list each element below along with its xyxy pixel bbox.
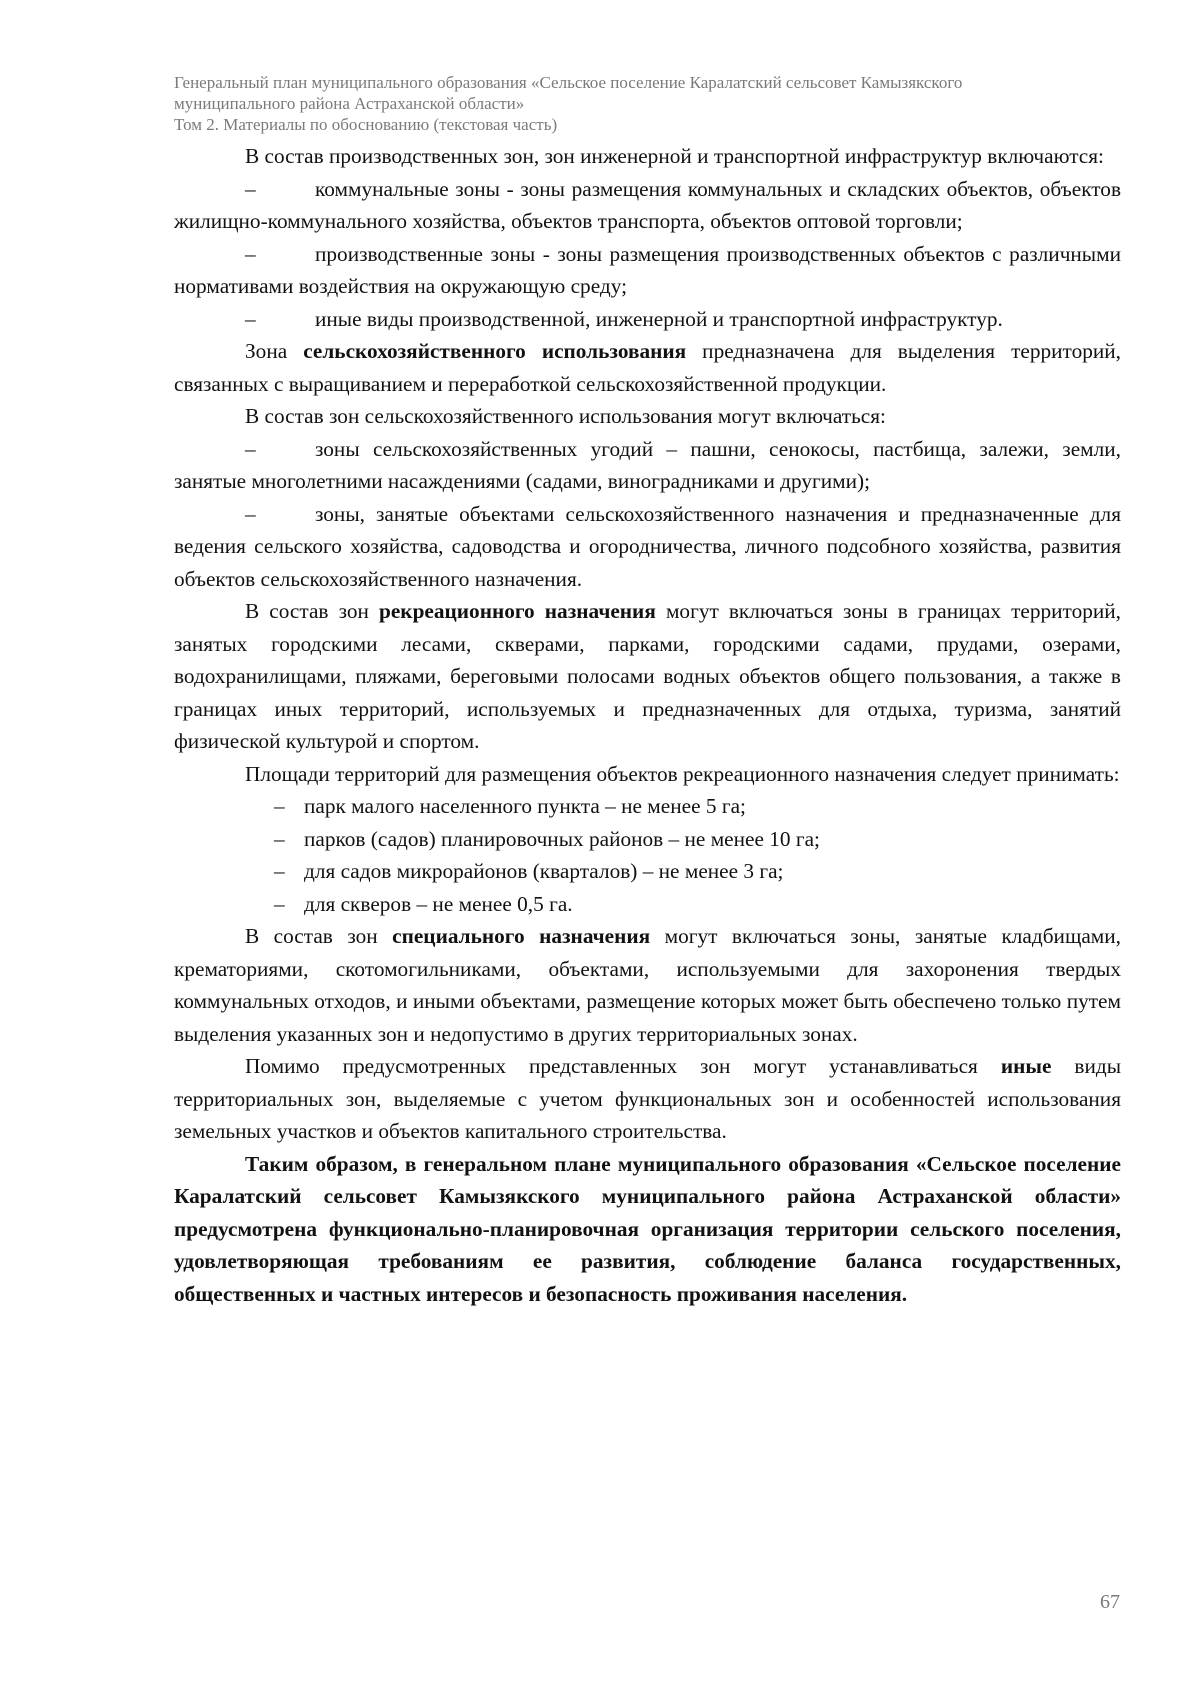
list-item (174, 238, 1121, 303)
paragraph (174, 920, 1121, 1050)
list-item (174, 823, 1121, 856)
running-header (174, 72, 1134, 135)
header-line: муниципального района Астраханской области» (174, 94, 525, 113)
list-item-text: для садов микрорайонов (кварталов) – не менее 3 га; (304, 859, 784, 883)
paragraph: Площади территорий для размещения объектов рекреационного назначения следует принимать: (245, 761, 1120, 786)
paragraph (174, 335, 1121, 400)
paragraph-text: В состав зон (245, 924, 393, 948)
dash-marker: – (245, 176, 256, 201)
list-item-text: коммунальные зоны - зоны размещения коммунальных и складских объектов, объектов жилищно-коммунального хозяйства, объектов транспорта, объектов оптовой торговли; (174, 176, 1121, 233)
emphasis-term: сельскохозяйственного использования (303, 339, 687, 363)
list-item (174, 433, 1121, 498)
list-item-text: для скверов – не менее 0,5 га. (304, 891, 573, 916)
conclusion-text: Таким образом, в генеральном плане муниципального образования «Сельское поселение Каралатский сельсовет Камызякского муниципального района Астраханской области» предусмотрена функционально-планировочная организация территории сельского поселения, удовлетворяющая требованиям ее развития, соблюдение баланса государственных, общественных и частных интересов и безопасность проживания населения. (174, 1151, 1121, 1306)
page-number: 67 (1100, 1591, 1120, 1613)
dash-marker: – (274, 826, 285, 851)
list-item (174, 855, 1121, 888)
dash-marker: – (245, 436, 256, 461)
emphasis-term: специального назначения (392, 924, 651, 948)
paragraph: В состав зон сельскохозяйственного использования могут включаться: (245, 404, 886, 428)
emphasis-term: иные (1000, 1054, 1052, 1078)
dash-marker: – (274, 859, 285, 883)
list-item (174, 888, 1121, 921)
dash-marker: – (245, 241, 256, 266)
list-item-text: парк малого населенного пункта – не менее 5 га; (304, 794, 746, 818)
dash-marker: – (274, 794, 285, 818)
paragraph-text: Помимо предусмотренных представленных зон могут устанавливаться (245, 1054, 1001, 1078)
emphasis-term: рекреационного назначения (379, 599, 656, 623)
list-item-text: производственные зоны - зоны размещения производственных объектов с различными нормативами воздействия на окружающую среду; (174, 241, 1121, 298)
paragraph (174, 595, 1121, 758)
list-item (174, 790, 1121, 823)
header-line: Генеральный план муниципального образования «Сельское поселение Каралатский сельсовет Камызякского (174, 73, 963, 92)
list-item-text: зоны сельскохозяйственных угодий – пашни, сенокосы, пастбища, залежи, земли, занятые многолетними насаждениями (садами, виноградниками и другими); (174, 436, 1121, 493)
dash-marker: – (245, 306, 256, 331)
list-item (174, 498, 1121, 596)
list-item (174, 303, 1121, 336)
dash-marker: – (274, 891, 285, 916)
list-item (174, 173, 1121, 238)
paragraph (174, 1050, 1121, 1148)
document-body (174, 140, 1121, 1310)
dash-marker: – (245, 501, 256, 526)
list-item-text: иные виды производственной, инженерной и транспортной инфраструктур. (315, 306, 1003, 331)
paragraph-text: предназначена для выделения территорий, связанных с выращиванием и переработкой сельскохозяйственной продукции. (174, 339, 1121, 396)
paragraph-text: В состав зон (245, 599, 379, 623)
list-item-text: парков (садов) планировочных районов – не менее 10 га; (304, 826, 820, 851)
header-line: Том 2. Материалы по обоснованию (текстовая часть) (174, 115, 558, 134)
paragraph-text: виды территориальных зон, выделяемые с учетом функциональных зон и особенностей использования земельных участков и объектов капитального строительства. (174, 1054, 1121, 1143)
paragraph-text: могут включаться зоны, занятые кладбищами, крематориями, скотомогильниками, объектами, используемыми для захоронения твердых коммунальных отходов, и иными объектами, размещение которых может быть обеспечено только путем выделения указанных зон и недопустимо в других территориальных зонах. (174, 924, 1121, 1046)
paragraph: В состав производственных зон, зон инженерной и транспортной инфраструктур включаются: (245, 144, 1104, 168)
conclusion-paragraph (174, 1148, 1121, 1311)
paragraph-text: Зона (245, 339, 304, 363)
list-item-text: зоны, занятые объектами сельскохозяйственного назначения и предназначенные для ведения сельского хозяйства, садоводства и огородничества, личного подсобного хозяйства, развития объектов сельскохозяйственного назначения. (174, 501, 1121, 591)
paragraph-text: могут включаться зоны в границах территорий, занятых городскими лесами, скверами, парками, городскими садами, прудами, озерами, водохранилищами, пляжами, береговыми полосами водных объектов общего пользования, а также в границах иных территорий, используемых и предназначенных для отдыха, туризма, занятий физической культурой и спортом. (174, 599, 1122, 753)
